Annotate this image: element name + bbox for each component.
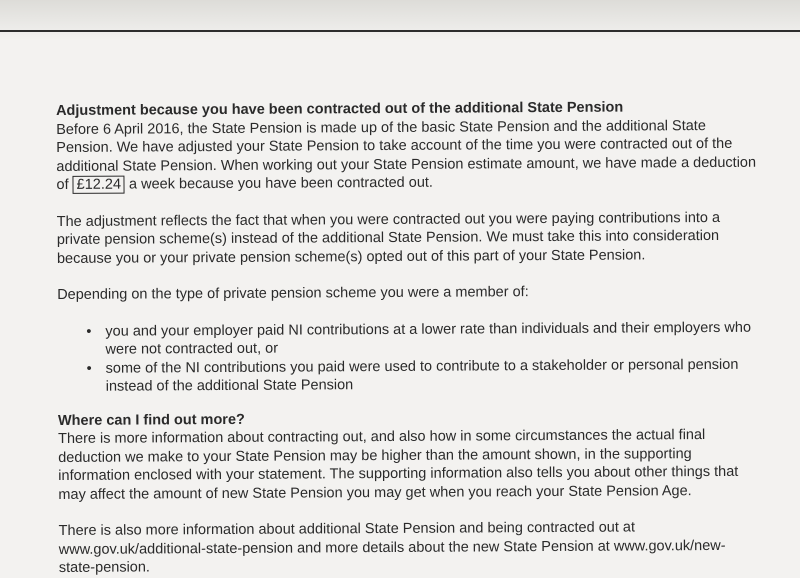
letter-body [56,98,759,578]
list-item [86,318,757,359]
bullet-glyph: • [86,323,92,340]
list-item [86,355,758,396]
section-heading-find-out-more: Where can I find out more? [57,411,245,429]
paragraph-deduction [56,116,756,194]
deduction-amount-box: £12.24 [73,176,125,194]
list-item-text: some of the NI contributions you paid were used to contribute to a stakeholder or personal pension instead of the additional State Pension [105,356,739,395]
paragraph-web-links: There is also more information about additional State Pension and being contracted out at www.gov.uk/additional-state-pension and more details about the new State Pension at www.gov.uk/new-state-pension. [58,519,726,576]
section-heading-contracted-out: Adjustment because you have been contracted out of the additional State Pension [56,99,624,119]
page-top-shadow [0,0,800,40]
bullet-glyph: • [86,360,92,377]
paragraph-more-information: There is more information about contracting out, and also how in some circumstances the actual final deduction we make to your State Pension may be higher than the amount shown, in the supporting information enclosed with your statement. The supporting information also tells you about other things that may affect the amount of new State Pension you may get when you reach your State Pension Age. [58,427,739,503]
list-item-text: you and your employer paid NI contributions at a lower rate than individuals and their employers who were not contracted out, or [105,319,752,358]
paragraph-scheme-intro: Depending on the type of private pension scheme you were a member of: [57,284,529,303]
page-fold-edge [0,30,800,32]
paragraph-deduction-text: Before 6 April 2016, the State Pension is made up of the basic State Pension and the additional State Pension. We have adjusted your State Pension to take account of the time you were contracted out of the additional State Pension. When working out your State Pension estimate amount, we have made a deduction of [56,117,757,193]
paragraph-adjustment-reason: The adjustment reflects the fact that when you were contracted out you were paying contributions into a private pension scheme(s) instead of the additional State Pension. We must take this into consideration because you or your private pension scheme(s) opted out of this part of your State Pension. [56,209,721,267]
paragraph-deduction-tail: a week because you have been contracted out. [128,174,433,193]
bullet-list [57,318,757,396]
